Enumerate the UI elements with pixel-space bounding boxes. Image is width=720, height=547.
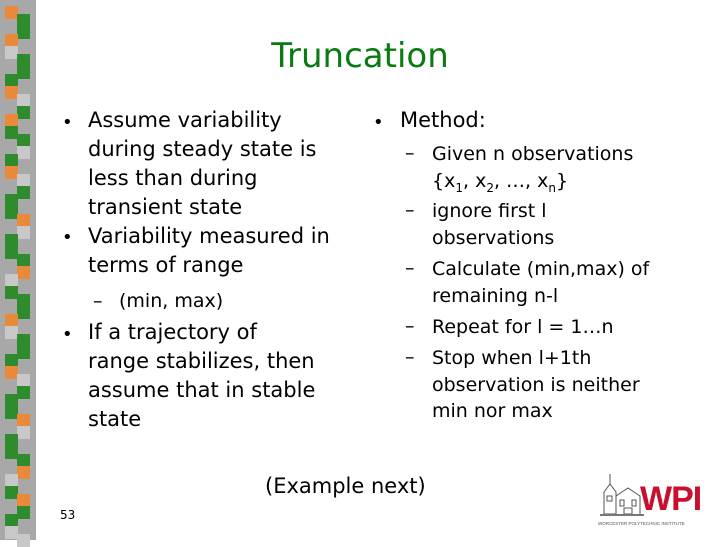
bullet-icon: •	[62, 227, 73, 248]
method-item-ignore	[432, 198, 554, 251]
dash-icon: –	[93, 290, 103, 312]
dash-icon: –	[405, 142, 415, 164]
bullet-trajectory	[88, 318, 315, 434]
logo-wordmark: WPI	[640, 480, 702, 518]
observations-set	[432, 168, 633, 201]
set-part: , x	[462, 169, 487, 192]
decorative-square	[17, 426, 30, 439]
bullet-icon: •	[62, 324, 73, 345]
wpi-logo	[598, 470, 710, 530]
text-line: Given n observations	[432, 143, 634, 165]
text-line: terms of range	[88, 253, 244, 277]
text-line: min nor max	[432, 400, 553, 422]
decorative-square	[17, 106, 30, 119]
logo-tagline: WORCESTER POLYTECHNIC INSTITUTE	[598, 521, 685, 526]
decorative-side-strip	[0, 0, 36, 540]
decorative-square	[17, 226, 30, 239]
decorative-square	[17, 346, 30, 359]
text-line: state	[88, 407, 142, 431]
method-item-stop	[432, 345, 640, 425]
example-next-note: (Example next)	[265, 474, 426, 498]
text-line: Assume variability	[88, 108, 282, 132]
text-line: remaining n-l	[432, 284, 559, 307]
method-item-repeat	[432, 314, 614, 341]
set-part: , …, x	[493, 169, 549, 192]
text-line: Variability measured in	[88, 224, 330, 248]
slide-number: 53	[60, 508, 76, 522]
decorative-square	[17, 506, 30, 519]
slide-title: Truncation	[271, 36, 449, 76]
text-line: If a trajectory of	[88, 320, 257, 344]
set-part: }	[555, 169, 569, 192]
bullet-icon: •	[62, 112, 73, 133]
decorative-square	[17, 534, 30, 547]
method-item-given	[432, 141, 633, 201]
bullet-variability-measured	[88, 222, 330, 280]
dash-icon: –	[405, 257, 415, 279]
dash-icon: –	[405, 199, 415, 221]
subscript: n	[548, 180, 556, 195]
decorative-square	[17, 186, 30, 199]
decorative-square	[17, 466, 30, 479]
subscript: 1	[455, 180, 463, 195]
set-part: {x	[432, 169, 456, 192]
text-line: range stabilizes, then	[88, 349, 315, 373]
text-line: during steady state is	[88, 137, 317, 161]
text-line: observation is neither	[432, 373, 640, 396]
text-line: ignore first l	[432, 200, 547, 222]
text-line: less than during	[88, 166, 258, 190]
text-line: Calculate (min,max) of	[432, 258, 650, 280]
text-line: Repeat for l = 1…n	[432, 316, 614, 338]
text-line: assume that in stable	[88, 378, 316, 402]
bullet-icon: •	[373, 112, 384, 133]
dash-icon: –	[405, 346, 415, 368]
bullet-assume-variability	[88, 106, 316, 222]
text-line: transient state	[88, 195, 243, 219]
subscript: 2	[486, 180, 494, 195]
decorative-square	[17, 386, 30, 399]
text-line: Stop when l+1th	[432, 347, 592, 369]
text-line: observations	[432, 226, 555, 249]
decorative-square	[17, 146, 30, 159]
decorative-square	[17, 306, 30, 319]
method-heading: Method:	[400, 108, 486, 132]
method-item-calculate	[432, 256, 649, 309]
decorative-square	[17, 266, 30, 279]
sub-bullet-min-max: (min, max)	[119, 290, 224, 312]
dash-icon: –	[405, 315, 415, 337]
